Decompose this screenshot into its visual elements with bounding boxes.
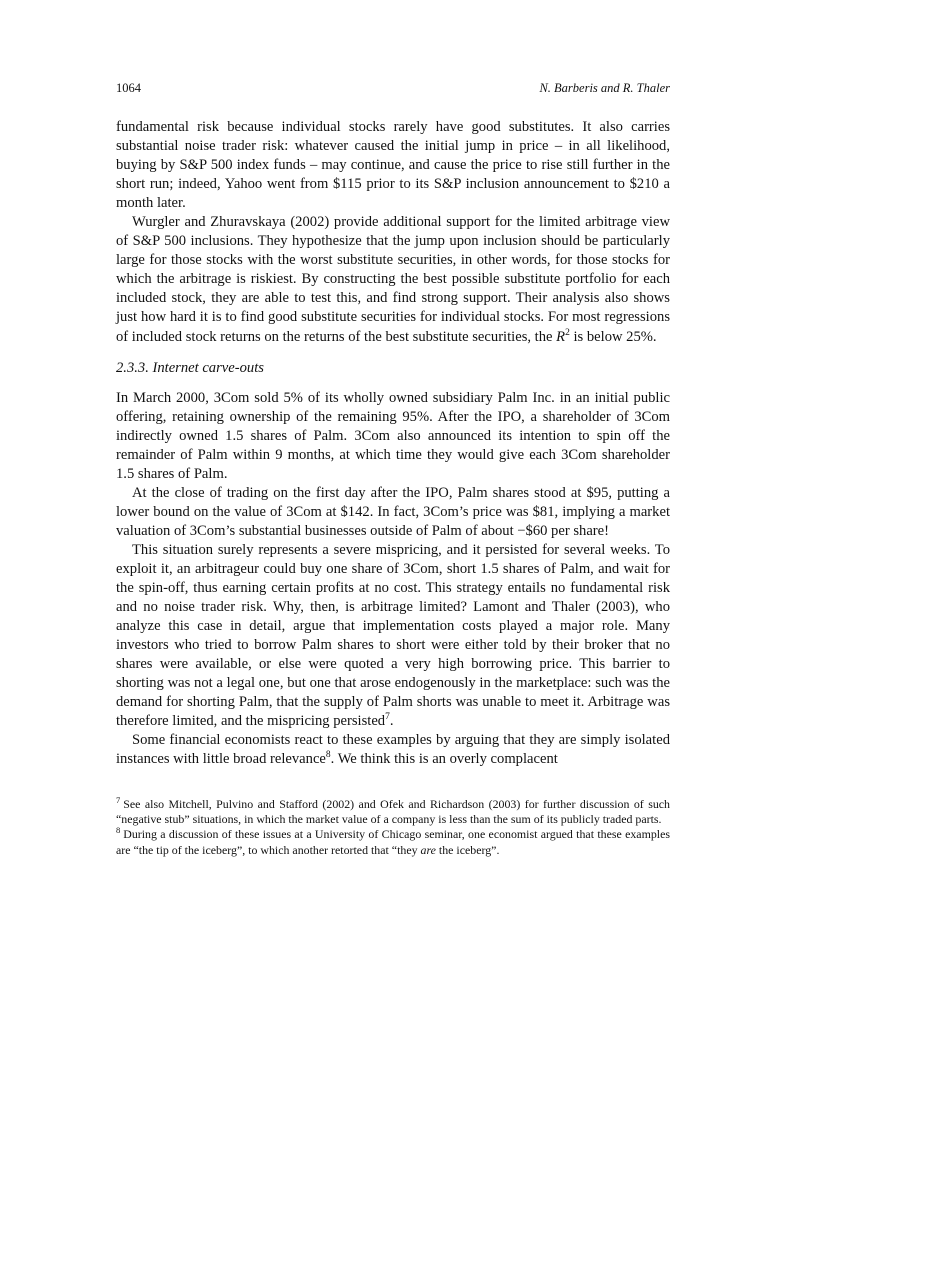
- page: [116, 80, 670, 858]
- footnote-ref-8[interactable]: 8: [325, 750, 331, 761]
- paragraph-6-text: Some financial economists react to these examples by arguing that they are simply isolated instances with little broad relevance: [116, 732, 670, 768]
- paragraph-2-text: Wurgler and Zhuravskaya (2002) provide additional support for the limited arbitrage view of S&P 500 inclusions. They hypothesize that the jump upon inclusion should be particularly large for those stocks with the worst substitute securities, in other words, for those stocks for which the arbitrage is riskiest. By constructing the best possible substitute portfolio for each included stock, they are able to test this, and find strong support. Their analysis also shows just how hard it is to find good substitute securities for individual stocks. For most regressions of included stock returns on the returns of the best substitute securities, the: [116, 214, 670, 345]
- paragraph-1-text: fundamental risk because individual stocks rarely have good substitutes. It also carries substantial noise trader risk: whatever caused the initial jump in price – in all likelihood, buying by S&P 500 index funds – may continue, and cause the price to rise still further in the short run; indeed, Yahoo went from $115 prior to its S&P inclusion announcement to $210 a month later.: [116, 119, 670, 212]
- footnote-8-text: During a discussion of these issues at a University of Chicago seminar, one economist argued that these examples are “the tip of the iceberg”, to which another retorted that “they: [116, 827, 670, 857]
- paragraph-5: [116, 541, 670, 731]
- body-text: [116, 118, 670, 770]
- paragraph-5-text: This situation surely represents a severe mispricing, and it persisted for several weeks. To exploit it, an arbitrageur could buy one share of 3Com, short 1.5 shares of Palm, and wait for the spin-off, thus earning certain profits at no cost. This strategy entails no fundamental risk and no noise trader risk. Why, then, is arbitrage limited? Lamont and Thaler (2003), who analyze this case in detail, argue that implementation costs played a major role. Many investors who tried to borrow Palm shares to short were either told by their broker that no shares were available, or else were quoted a very high borrowing price. This barrier to shorting was not a legal one, but one that arose endogenously in the marketplace: such was the demand for shorting Palm, that the supply of Palm shorts was unable to meet it. Arbitrage was therefore limited, and the mispricing persisted: [116, 541, 670, 730]
- footnote-7: [116, 794, 670, 828]
- paragraph-6-end: . We think this is an overly complacent: [330, 751, 558, 768]
- paragraph-3: [116, 389, 670, 484]
- paragraph-4: [116, 484, 670, 541]
- paragraph-4-text: At the close of trading on the first day after the IPO, Palm shares stood at $95, putting a lower bound on the value of 3Com at $142. In fact, 3Com’s price was $81, implying a market valuation of 3Com’s substantial businesses outside of Palm of about −$60 per share!: [116, 484, 670, 539]
- r-squared-exponent: 2: [565, 327, 570, 338]
- paragraph-2: [116, 213, 670, 346]
- paragraph-5-end: .: [389, 713, 394, 730]
- footnotes: [116, 794, 670, 859]
- running-head-authors: N. Barberis and R. Thaler: [539, 81, 670, 95]
- footnote-8: [116, 827, 670, 858]
- running-head: [116, 80, 670, 96]
- page-number: 1064: [116, 81, 141, 95]
- footnote-mark-8: 8: [116, 825, 121, 836]
- paragraph-6: [116, 731, 670, 769]
- paragraph-1: [116, 118, 670, 213]
- r-squared-symbol: R: [556, 328, 566, 345]
- footnote-ref-7[interactable]: 7: [385, 712, 390, 723]
- paragraph-3-text: In March 2000, 3Com sold 5% of its wholly owned subsidiary Palm Inc. in an initial public offering, retaining ownership of the remaining 95%. After the IPO, a shareholder of 3Com indirectly owned 1.5 shares of Palm. 3Com also announced its intention to spin off the remainder of Palm within 9 months, at which time they would give each 3Com shareholder 1.5 shares of Palm.: [116, 389, 670, 482]
- paragraph-2-end: is below 25%.: [569, 328, 657, 345]
- footnote-8-end: the iceberg”.: [435, 842, 500, 857]
- section-heading: 2.3.3. Internet carve-outs: [116, 359, 264, 376]
- footnote-mark-7: 7: [116, 794, 121, 805]
- footnote-7-text: See also Mitchell, Pulvino and Stafford (2002) and Ofek and Richardson (2003) for further discussion of such “negative stub” situations, in which the market value of a company is less than the sum of its publicly traded parts.: [116, 796, 670, 826]
- footnote-8-emphasis: are: [420, 842, 436, 857]
